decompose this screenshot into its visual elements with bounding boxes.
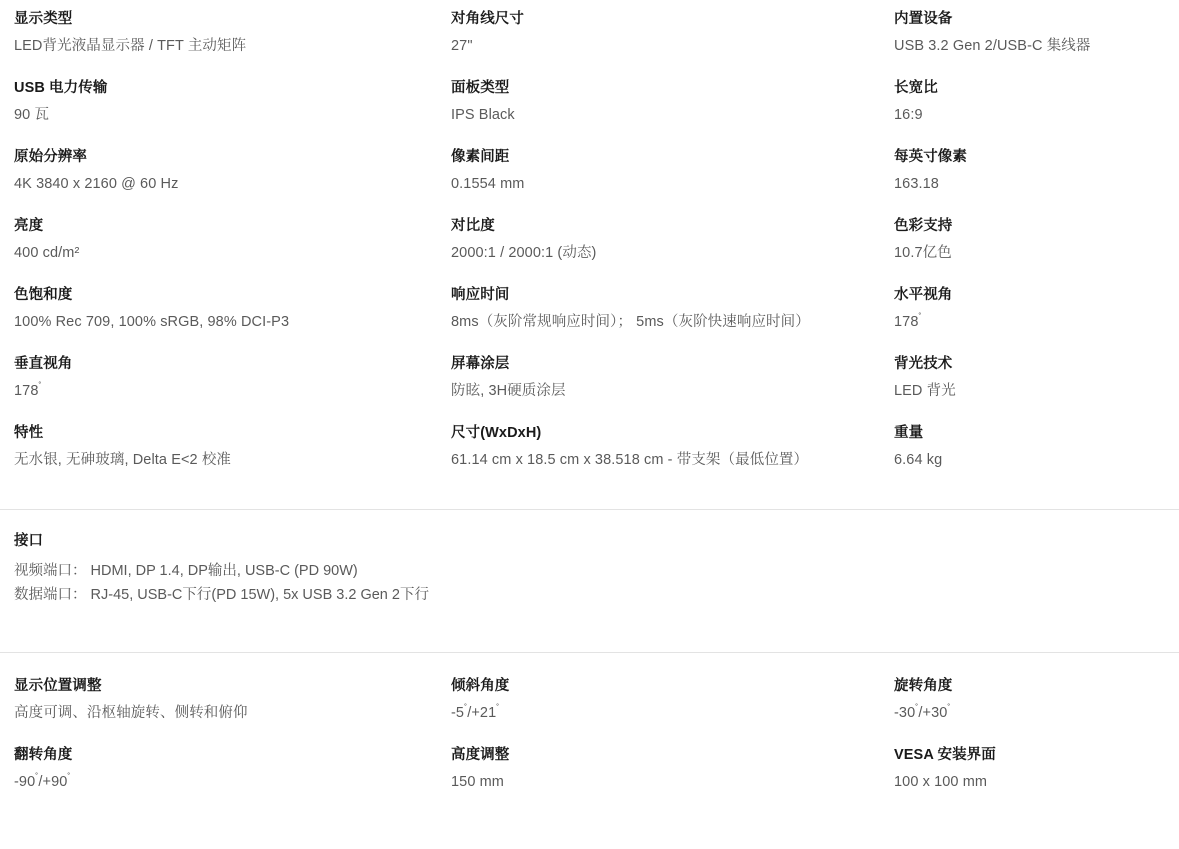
spec-label: 色彩支持	[894, 218, 953, 234]
spec-block	[894, 217, 1165, 263]
spec-label: VESA 安装界面	[894, 747, 996, 763]
spec-block	[451, 10, 894, 56]
spec-label: 对比度	[451, 218, 495, 234]
spec-value: 400 cd/m²	[14, 245, 80, 261]
spec-value-text-2: /+90	[38, 774, 68, 790]
spec-value	[14, 773, 451, 792]
spec-value: LED背光液晶显示器 / TFT 主动矩阵	[14, 38, 247, 54]
spec-cell	[14, 148, 451, 217]
spec-cell	[894, 746, 1165, 815]
spec-block	[894, 677, 1165, 723]
adjustability-section	[0, 677, 1179, 815]
spec-cell	[451, 148, 894, 217]
spec-label: 特性	[14, 425, 44, 441]
spec-label: 倾斜角度	[451, 678, 510, 694]
spec-cell	[14, 677, 451, 746]
spec-block	[894, 79, 1165, 125]
spec-value: 4K 3840 x 2160 @ 60 Hz	[14, 176, 179, 192]
degree-symbol: ˚	[38, 381, 42, 392]
spec-block	[451, 677, 894, 723]
spec-value	[14, 382, 451, 401]
spec-block	[14, 148, 451, 194]
spec-block	[451, 286, 894, 332]
spec-value: 2000:1 / 2000:1 (动态)	[451, 245, 597, 261]
spec-cell	[451, 746, 894, 815]
spec-label: 色饱和度	[14, 287, 73, 303]
spec-cell	[894, 0, 1165, 79]
spec-value: 10.7亿色	[894, 245, 952, 261]
spec-value: 163.18	[894, 176, 939, 192]
degree-symbol: ˚	[915, 703, 919, 714]
spec-value: 无水银, 无砷玻璃, Delta E<2 校准	[14, 452, 232, 468]
spec-cell	[14, 424, 451, 493]
spec-cell	[451, 355, 894, 424]
spec-label: 面板类型	[451, 80, 510, 96]
spec-value-text: -30	[894, 705, 916, 721]
spec-value: IPS Black	[451, 107, 515, 123]
spec-label: 每英寸像素	[894, 149, 967, 165]
spec-block	[451, 217, 894, 263]
adjustability-grid	[14, 677, 1165, 815]
spec-label: 原始分辨率	[14, 149, 87, 165]
spec-block	[894, 355, 1165, 401]
spec-block	[894, 746, 1165, 792]
spec-block	[14, 79, 451, 125]
spec-label: USB 电力传输	[14, 80, 108, 96]
spec-cell	[451, 0, 894, 79]
spec-cell	[451, 424, 894, 493]
spec-block	[14, 10, 451, 56]
degree-symbol-2: ˚	[67, 772, 71, 783]
spec-cell	[894, 424, 1165, 493]
degree-symbol-2: ˚	[496, 703, 500, 714]
spec-cell	[451, 677, 894, 746]
spec-value	[451, 704, 894, 723]
spec-block	[451, 746, 894, 792]
spec-label: 响应时间	[451, 287, 510, 303]
spec-label: 长宽比	[894, 80, 938, 96]
spec-value: 100% Rec 709, 100% sRGB, 98% DCI-P3	[14, 314, 290, 330]
spec-value	[894, 704, 1165, 723]
spec-block	[451, 424, 894, 470]
spec-block	[451, 148, 894, 194]
spec-label: 高度调整	[451, 747, 510, 763]
spec-block	[14, 217, 451, 263]
spec-label: 翻转角度	[14, 747, 73, 763]
spec-value-text-2: /+30	[918, 705, 948, 721]
spec-value: 高度可调、沿枢轴旋转、侧转和俯仰	[14, 705, 248, 721]
spec-cell	[451, 286, 894, 355]
spec-cell	[14, 286, 451, 355]
spec-label: 亮度	[14, 218, 44, 234]
spec-label: 像素间距	[451, 149, 510, 165]
spec-value: 8ms（灰阶常规响应时间）； 5ms（灰阶快速响应时间）	[451, 314, 810, 330]
spec-label: 旋转角度	[894, 678, 953, 694]
spec-label: 重量	[894, 425, 924, 441]
spec-value-text: -90	[14, 774, 36, 790]
spec-block	[894, 286, 1165, 332]
spec-label: 水平视角	[894, 287, 953, 303]
spec-block	[894, 148, 1165, 194]
video-ports-line: 视频端口： HDMI, DP 1.4, DP输出, USB-C (PD 90W)	[14, 563, 358, 579]
spec-label: 对角线尺寸	[451, 11, 524, 27]
spec-value-text: -5	[451, 705, 465, 721]
spec-label: 显示类型	[14, 11, 73, 27]
spec-block	[14, 286, 451, 332]
spec-value-text-2: /+21	[467, 705, 497, 721]
spec-cell	[451, 79, 894, 148]
spec-value: 27"	[451, 38, 473, 54]
spec-label: 显示位置调整	[14, 678, 102, 694]
spacer	[0, 510, 1179, 532]
spec-value: LED 背光	[894, 383, 956, 399]
degree-symbol: ˚	[35, 772, 39, 783]
spec-value: USB 3.2 Gen 2/USB-C 集线器	[894, 38, 1091, 54]
spacer	[0, 653, 1179, 677]
display-specs-grid	[14, 0, 1165, 493]
spec-block	[14, 677, 451, 723]
degree-symbol: ˚	[464, 703, 468, 714]
spec-cell	[894, 217, 1165, 286]
spec-block	[14, 355, 451, 401]
spec-value: 防眩, 3H硬质涂层	[451, 383, 566, 399]
spec-value: 90 瓦	[14, 107, 50, 123]
spec-value-text: 178	[14, 383, 39, 399]
spec-value: 0.1554 mm	[451, 176, 525, 192]
spec-value: 6.64 kg	[894, 452, 943, 468]
spec-value: 61.14 cm x 18.5 cm x 38.518 cm - 带支架（最低位置）	[451, 452, 809, 468]
spec-block	[894, 424, 1165, 470]
spec-cell	[14, 0, 451, 79]
degree-symbol-2: ˚	[947, 703, 951, 714]
spec-label: 垂直视角	[14, 356, 73, 372]
spec-block	[14, 424, 451, 470]
spec-label: 背光技术	[894, 356, 953, 372]
spec-block	[14, 746, 451, 792]
spec-cell	[894, 148, 1165, 217]
spec-label: 尺寸(WxDxH)	[451, 425, 542, 441]
ports-label: 接口	[14, 533, 43, 549]
spec-value	[894, 313, 1165, 332]
spec-cell	[14, 79, 451, 148]
spec-block	[451, 355, 894, 401]
spec-cell	[894, 79, 1165, 148]
spec-label: 屏幕涂层	[451, 356, 510, 372]
spec-cell	[894, 677, 1165, 746]
spec-label: 内置设备	[894, 11, 953, 27]
spec-value: 100 x 100 mm	[894, 774, 988, 790]
spec-value: 16:9	[894, 107, 923, 123]
ports-section	[0, 532, 1179, 607]
spec-value: 150 mm	[451, 774, 504, 790]
spec-cell	[894, 355, 1165, 424]
degree-symbol: ˚	[918, 312, 922, 323]
spec-cell	[14, 355, 451, 424]
spec-block	[894, 10, 1165, 56]
data-ports-line: 数据端口： RJ-45, USB-C下行(PD 15W), 5x USB 3.2 Gen 2下行	[14, 587, 429, 603]
spec-cell	[14, 217, 451, 286]
spec-value-text: 178	[894, 314, 919, 330]
spec-block	[451, 79, 894, 125]
spec-cell	[14, 746, 451, 815]
spec-cell	[894, 286, 1165, 355]
spec-cell	[451, 217, 894, 286]
